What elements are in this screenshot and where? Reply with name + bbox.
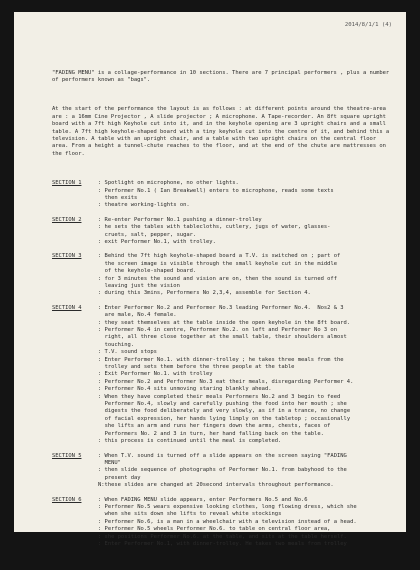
section-line: touching.	[98, 341, 135, 348]
section-heading: SECTION 1	[52, 180, 82, 187]
section-body	[98, 305, 392, 446]
section-line: : Enter Performer No.2 and Performer No.3 leading Performer No.4. Nos2 & 3	[98, 304, 344, 311]
section-line: : Spotlight on microphone, no other lights.	[98, 180, 239, 187]
section-body	[98, 180, 392, 210]
intro-paragraph-2: At the start of the performance the layout is as follows : at different points around the theatre-area are : a 16mm Cine Projector , A slide projector ; A microphone. A Tape-recorder. An 8ft square upright board with a 7ft high Keyhole cut into it, and in the keyhole opening are 3 upright chairs and a small table. A 7ft high keyhole-shaped board with a tiny keyhole cut into the centre of it, and behind this a television. A table with an upright chair, and a table with two upright chairs on the central floor area. From a height a tunnel-chute reaches to the floor, and at the end of the chute are mattresses on the floor.	[52, 106, 393, 157]
section-body	[98, 253, 392, 297]
section-heading: SECTION 4	[52, 304, 82, 311]
section-line: : Behind the 7ft high keyhole-shaped board a T.V. is switched on ; part of	[98, 253, 341, 260]
section-line: : Performer No.1 ( Ian Breakwell) enters to microphone, reads some texts	[98, 187, 334, 194]
section-line: N:these slides are changed at 20second intervals throughout performance.	[98, 482, 334, 489]
section-line: present day	[98, 474, 141, 481]
section-line: : theatre working-lights on.	[98, 202, 190, 209]
document-body	[52, 55, 392, 570]
section-line: : Exit Performer No.1. with trolley	[98, 371, 213, 378]
section-line: right, all three close together at the small table, their shoulders almost	[98, 334, 347, 341]
section-heading: SECTION 6	[52, 496, 82, 503]
section-line: : Re-enter Performer No.1 pushing a dinner-trolley	[98, 216, 262, 223]
section-line: of facial expression, her hands lying limply on the tabletop ; occasionally	[98, 415, 351, 422]
section-block	[52, 305, 392, 446]
section-line: : Performer No.4 sits unmoving staring blankly ahead.	[98, 386, 272, 393]
section-line: : Performer No.4 in centre, Performer No.2. on left and Performer No 3 on	[98, 327, 337, 333]
section-line: then exits	[98, 194, 138, 201]
section-line: : Performer No.5 wheels Performer No.6. to table on central floor area,	[98, 526, 331, 533]
section-line: : When they have completed their meals Performers No.2 and 3 begin to feed	[98, 393, 341, 400]
section-line: cruets, salt, pepper, sugar.	[98, 231, 197, 238]
section-line: : Performer No.6, is a man in a wheelchair with a television instead of a head.	[98, 518, 357, 525]
section-line: Performer No.4, slowly and carefully pushing the food into her mouth ; she	[98, 401, 347, 408]
section-line: : Enter Performer No.1, with dinner-trolley. He takes two meals from trolley	[98, 540, 347, 547]
section-block	[52, 253, 392, 297]
section-heading: SECTION 2	[52, 216, 82, 223]
section-line: : he sets the tables with tablecloths, cutlery, jugs of water, glasses-	[98, 224, 331, 231]
section-line: : Enter Performer No.1. with dinner-trolley ; he takes three meals from the	[98, 356, 344, 363]
section-line: : When T.V. sound is turned off a slide appears on the screen saying "FADING	[98, 452, 347, 459]
section-body	[98, 453, 392, 490]
section-block	[52, 217, 392, 247]
section-line: : Performer No.2 and Performer No.3 eat their meals, disregarding Performer 4.	[98, 378, 354, 385]
section-line: : When FADING MENU slide appears, enter Performers No.5 and No.6	[98, 496, 308, 503]
section-line: she lifts an arm and runs her fingers down the arms, chests, faces of	[98, 423, 331, 430]
section-line: leaving just the vision	[98, 282, 180, 289]
section-line: digests the food deliberately and very slowly, as if in a trance, no change	[98, 408, 351, 415]
section-line: : they seat themselves at the table inside the open keyhole in the 8ft board.	[98, 319, 351, 326]
intro-paragraph-1: "FADING MENU" is a collage-performance in 10 sections. There are 7 principal performers , plus a number of performers known as "bags".	[52, 69, 393, 84]
section-line: MENU"	[98, 459, 121, 466]
archive-reference: 2014/8/1/1 (4)	[344, 22, 392, 28]
section-line: : during this 3mins, Performers No 2,3,4, assemble for Section 4.	[98, 290, 311, 297]
section-line: trolley and sets them before the three people at the table	[98, 364, 295, 371]
section-block	[52, 180, 392, 210]
section-line: when she sits down she lifts to reveal white stockings	[98, 511, 282, 518]
section-body	[98, 217, 392, 247]
section-line: Performers No. 2 and 3 in turn, her hand falling back on the table.	[98, 430, 324, 437]
section-block	[52, 453, 392, 490]
section-block	[52, 497, 392, 549]
section-line: : T.V. sound stops	[98, 349, 157, 356]
section-body	[98, 497, 392, 549]
section-heading: SECTION 3	[52, 253, 82, 260]
section-line: are male, No.4 female.	[98, 312, 177, 319]
section-line: : she positions Performer No.6. at the table, and sits at the table herself.	[98, 533, 347, 540]
section-line: : Performer No.5 wears expensive looking clothes, long flowing dress, which she	[98, 503, 357, 510]
sections-list	[52, 180, 392, 548]
section-line: : exit Performer No.1, with trolley.	[98, 238, 216, 245]
section-line: : this process is continued until the meal is completed.	[98, 438, 282, 445]
section-line: the screen image is visible through the small keyhole cut in the middle	[98, 260, 337, 267]
section-line: : then slide sequence of photographs of Performer No.1. from babyhood to the	[98, 467, 347, 474]
section-heading: SECTION 5	[52, 452, 82, 459]
section-line: : for 3 minutes the sound and vision are on, then the sound is turned off	[98, 275, 337, 282]
section-line: of the keyhole-shaped board.	[98, 268, 197, 275]
document-page	[14, 12, 406, 547]
